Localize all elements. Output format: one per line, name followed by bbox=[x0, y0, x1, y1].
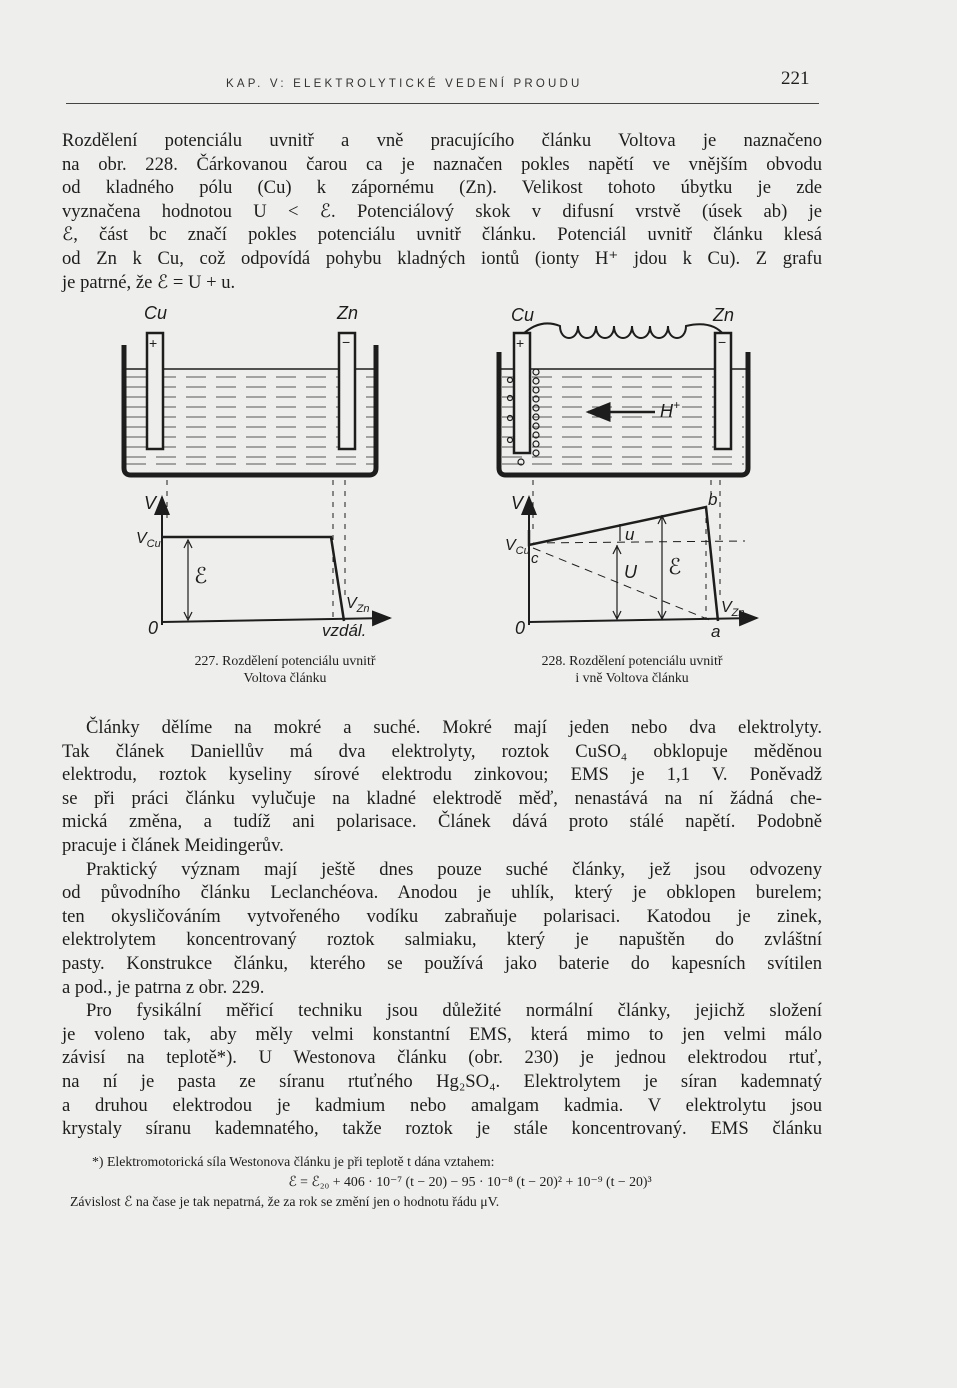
footnote-line: Závislost ℰ na čase je tak nepatrná, že za rok se změní jen o hodnotu řádu μV. bbox=[70, 1194, 500, 1209]
potential-curve bbox=[162, 537, 344, 621]
ion-label: H+ bbox=[660, 398, 681, 421]
figure-227 bbox=[124, 303, 390, 640]
caption-figure-227 bbox=[140, 652, 430, 686]
label-v-zn: $V_{Zn}$ bbox=[346, 595, 370, 615]
minus-sign: − bbox=[342, 334, 351, 350]
axis-label-v: V bbox=[144, 493, 157, 513]
footnote bbox=[70, 1152, 830, 1212]
label-cu: Cu bbox=[144, 303, 168, 323]
label-u: u bbox=[625, 525, 635, 544]
caption-line: i vně Voltova článku bbox=[575, 670, 689, 685]
text-line: na obr. 228. Čárkovanou čarou ca je naznačen pokles napětí ve vnějším obvodu bbox=[62, 153, 822, 175]
text-line: vyznačena hodnotou U < ℰ. Potenciálový skok v difusní vrstvě (úsek ab) je bbox=[62, 200, 822, 222]
text-line: ten okysličováním vytvořeného vodíku zabraňuje polarisaci. Katodou je zinek, bbox=[62, 905, 822, 927]
x-axis-label: vzdál. bbox=[322, 621, 367, 640]
footnote-line: *) Elektromotorická síla Westonova článku je při teplotě t dána vztahem: bbox=[92, 1154, 495, 1169]
text-line: pracuje i článek Meidingerův. bbox=[62, 834, 284, 856]
electrode-zn bbox=[715, 333, 731, 449]
text-line: Články dělíme na mokré a suché. Mokré mají jeden nebo dva elektrolyty. bbox=[86, 717, 822, 738]
x-axis bbox=[529, 618, 757, 622]
plus-sign: + bbox=[516, 335, 525, 351]
page-number: 221 bbox=[781, 68, 810, 89]
text-line: mická změna, a tudíž ani polarisace. Článek dává proto stálé napětí. Podobně bbox=[62, 811, 822, 833]
axis-label-v: V bbox=[511, 493, 524, 513]
electrode-zn bbox=[339, 333, 355, 449]
point-b: b bbox=[708, 490, 718, 509]
plus-sign: + bbox=[149, 335, 158, 351]
caption-line: 228. Rozdělení potenciálu uvnitř bbox=[541, 653, 723, 668]
label-zn: Zn bbox=[713, 305, 735, 325]
text-line: a pod., je patrna z obr. 229. bbox=[62, 976, 265, 998]
text-line: Tak článek Daniellův má dva elektrolyty, roztok CuSO₄ obklopuje měděnou bbox=[62, 740, 822, 762]
text-line: závisí na teplotě*). U Westonova článku (obr. 230) je jednou elektrodou rtuť, bbox=[62, 1047, 822, 1069]
text-line: se při práci článku vylučuje na kladné elektrodě měď, nenastává na ní žádná che- bbox=[62, 787, 822, 809]
epsilon-label: ℰ bbox=[194, 563, 208, 588]
text-line: krystaly síranu kademnatého, takže roztok je stále koncentrovaný. EMS článku bbox=[62, 1118, 822, 1140]
label-zn: Zn bbox=[337, 303, 359, 323]
text-line: od původního článku Leclanchéova. Anodou je uhlík, který je obklopen burelem; bbox=[62, 882, 822, 904]
text-line: Pro fysikální měřicí techniku jsou důležité normální články, jejichž složení bbox=[86, 1000, 822, 1022]
minus-sign: − bbox=[718, 334, 727, 350]
text-line: je voleno tak, aby měly velmi konstantní EMS, která mimo to jen velmi málo bbox=[62, 1023, 822, 1045]
text-line: je patrné, že ℰ = U + u. bbox=[62, 271, 236, 293]
text-line: od Zn k Cu, což odpovídá pohybu kladných iontů (ionty H⁺ jdou k Cu). Z grafu bbox=[62, 247, 822, 269]
text-line: a druhou elektrodou je kadmium nebo amalgam kadmia. V elektrolytu jsou bbox=[62, 1094, 822, 1116]
text-line: pasty. Konstrukce článku, kterého se používá jako baterie do kapesních svítilen bbox=[62, 952, 822, 974]
electrode-cu bbox=[514, 333, 530, 453]
reference-line-c bbox=[533, 541, 745, 543]
text-line: Rozdělení potenciálu uvnitř a vně pracujícího článku Voltova je naznačeno bbox=[62, 130, 822, 151]
caption-line: Voltova článku bbox=[243, 670, 327, 685]
label-cu: Cu bbox=[511, 305, 535, 325]
label-v-cu: $V_{Cu}$ bbox=[505, 537, 530, 557]
text-line: od kladného pólu (Cu) k zápornému (Zn). Velikost tohoto úbytku je zde bbox=[62, 177, 822, 199]
body-text-lower bbox=[62, 716, 822, 1141]
origin-label: 0 bbox=[515, 618, 526, 638]
caption-figure-228 bbox=[482, 652, 782, 686]
external-drop-line bbox=[533, 548, 712, 621]
label-U: U bbox=[624, 562, 637, 582]
text-line: ℰ, část bc značí pokles potenciálu uvnitř článku. Potenciál uvnitř článku klesá bbox=[62, 224, 822, 246]
epsilon-label: ℰ bbox=[668, 554, 682, 579]
text-line: Praktický význam mají ještě dnes pouze suché články, jež jsou odvozeny bbox=[86, 858, 822, 880]
text-line: elektrodu, roztok kyseliny sírové elektrodu zinkovou; EMS je 1,1 V. Poněvadž bbox=[62, 764, 822, 786]
caption-line: 227. Rozdělení potenciálu uvnitř bbox=[194, 653, 376, 668]
text-line: elektrolytem koncentrovaný roztok salmiaku, který je napuštěn do zvláštní bbox=[62, 929, 822, 951]
label-v-cu: $V_{Cu}$ bbox=[136, 530, 161, 550]
x-axis-label: a bbox=[711, 622, 721, 641]
point-c: c bbox=[531, 550, 539, 567]
label-v-zn: $V_{Zn}$ bbox=[721, 599, 745, 619]
text-line: na ní je pasta ze síranu rtuťného Hg₂SO₄. Elektrolytem je síran kademnatý bbox=[62, 1070, 822, 1092]
origin-label: 0 bbox=[148, 618, 159, 638]
running-head: KAP. V: ELEKTROLYTICKÉ VEDENÍ PROUDU bbox=[226, 78, 583, 90]
footnote-formula: ℰ = ℰ₂₀ + 406 · 10⁻⁷ (t − 20) − 95 · 10⁻⁸ (t − 20)² + 10⁻⁹ (t − 20)³ bbox=[288, 1174, 652, 1189]
external-coil bbox=[522, 323, 724, 338]
figure-228 bbox=[499, 305, 757, 641]
